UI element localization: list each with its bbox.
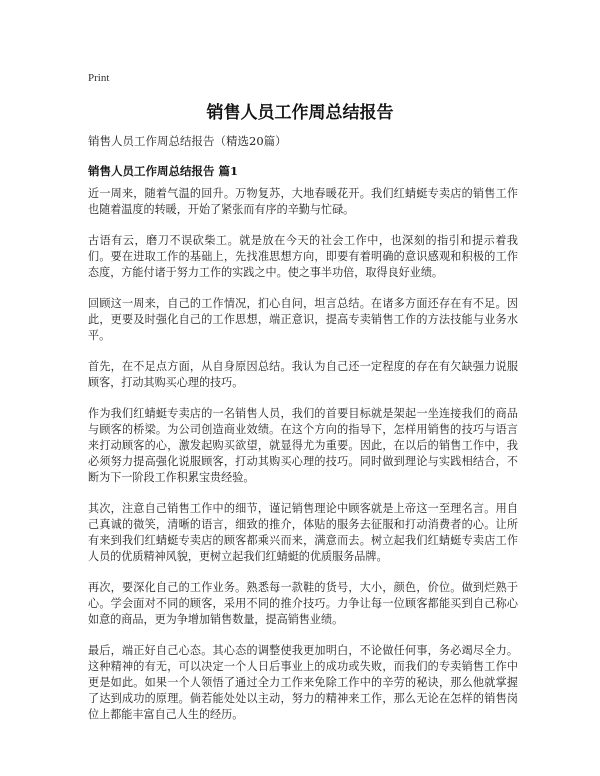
article-body	[88, 186, 518, 738]
paragraph-8: 最后，端正好自己心态。其心态的调整使我更加明白，不论做任何事，务必竭尽全力。这种精神的有无，可以决定一个人日后事业上的成功或失败，而我们的专卖销售工作中更是如此。如果一个人领悟了通过全力工作来免除工作中的辛劳的秘诀，那么他就掌握了达到成功的原理。倘若能处处以主动，努力的精神来工作，那么无论在怎样的销售岗位上都能丰富自己人生的经历。	[88, 644, 518, 721]
paragraph-4: 首先，在不足点方面，从自身原因总结。我认为自己还一定程度的存在有欠缺强力说服顾客，打动其购买心理的技巧。	[88, 360, 518, 389]
paragraph-7: 再次，要深化自己的工作业务。熟悉每一款鞋的货号，大小，颜色，价位。做到烂熟于心。学会面对不同的顾客，采用不同的推介技巧。力争让每一位顾客都能买到自己称心如意的商品，更为争增加销售数量，提高销售业绩。	[88, 581, 518, 626]
section-title: 销售人员工作周总结报告 篇1	[88, 164, 239, 178]
paragraph-2: 古语有云，磨刀不误砍柴工。就是放在今天的社会工作中，也深刻的指引和提示着我们。要在进取工作的基础上，先找准思想方向，即要有着明确的意识感观和积极的工作态度，方能付诸于努力工作的实践之中。使之事半功倍，取得良好业绩。	[88, 234, 518, 279]
paragraph-3: 回顾这一周来，自己的工作情况，扪心自问，坦言总结。在诸多方面还存在有不足。因此，更要及时强化自己的工作思想，端正意识，提高专卖销售工作的方法技能与业务水平。	[88, 297, 518, 342]
document-subtitle: 销售人员工作周总结报告（精选20篇）	[88, 134, 287, 148]
page-title: 销售人员工作周总结报告	[206, 103, 394, 123]
paragraph-6: 其次，注意自己销售工作中的细节，谨记销售理论中顾客就是上帝这一至理名言。用自己真诚的微笑，清晰的语言，细致的推介，体贴的服务去征服和打动消费者的心。让所有来到我们红蜻蜓专卖店的顾客都乘兴而来，满意而去。树立起我们红蜻蜓专卖店工作人员的优质精神风貌，更树立起我们红蜻蜓的优质服务品牌。	[88, 502, 518, 563]
paragraph-5: 作为我们红蜻蜓专卖店的一名销售人员，我们的首要目标就是架起一坐连接我们的商品与顾客的桥梁。为公司创造商业效绩。在这个方向的指导下，怎样用销售的技巧与语言来打动顾客的心，激发起购买欲望，就显得尤为重要。因此，在以后的销售工作中，我必须努力提高强化说服顾客，打动其购买心理的技巧。同时做到理论与实践相结合，不断为下一阶段工作积累宝贵经验。	[88, 407, 518, 484]
print-label[interactable]: Print	[88, 72, 110, 84]
paragraph-1: 近一周来，随着气温的回升。万物复苏，大地春暖花开。我们红蜻蜓专卖店的销售工作也随着温度的转暖，开始了紧张而有序的辛勤与忙碌。	[88, 187, 518, 216]
